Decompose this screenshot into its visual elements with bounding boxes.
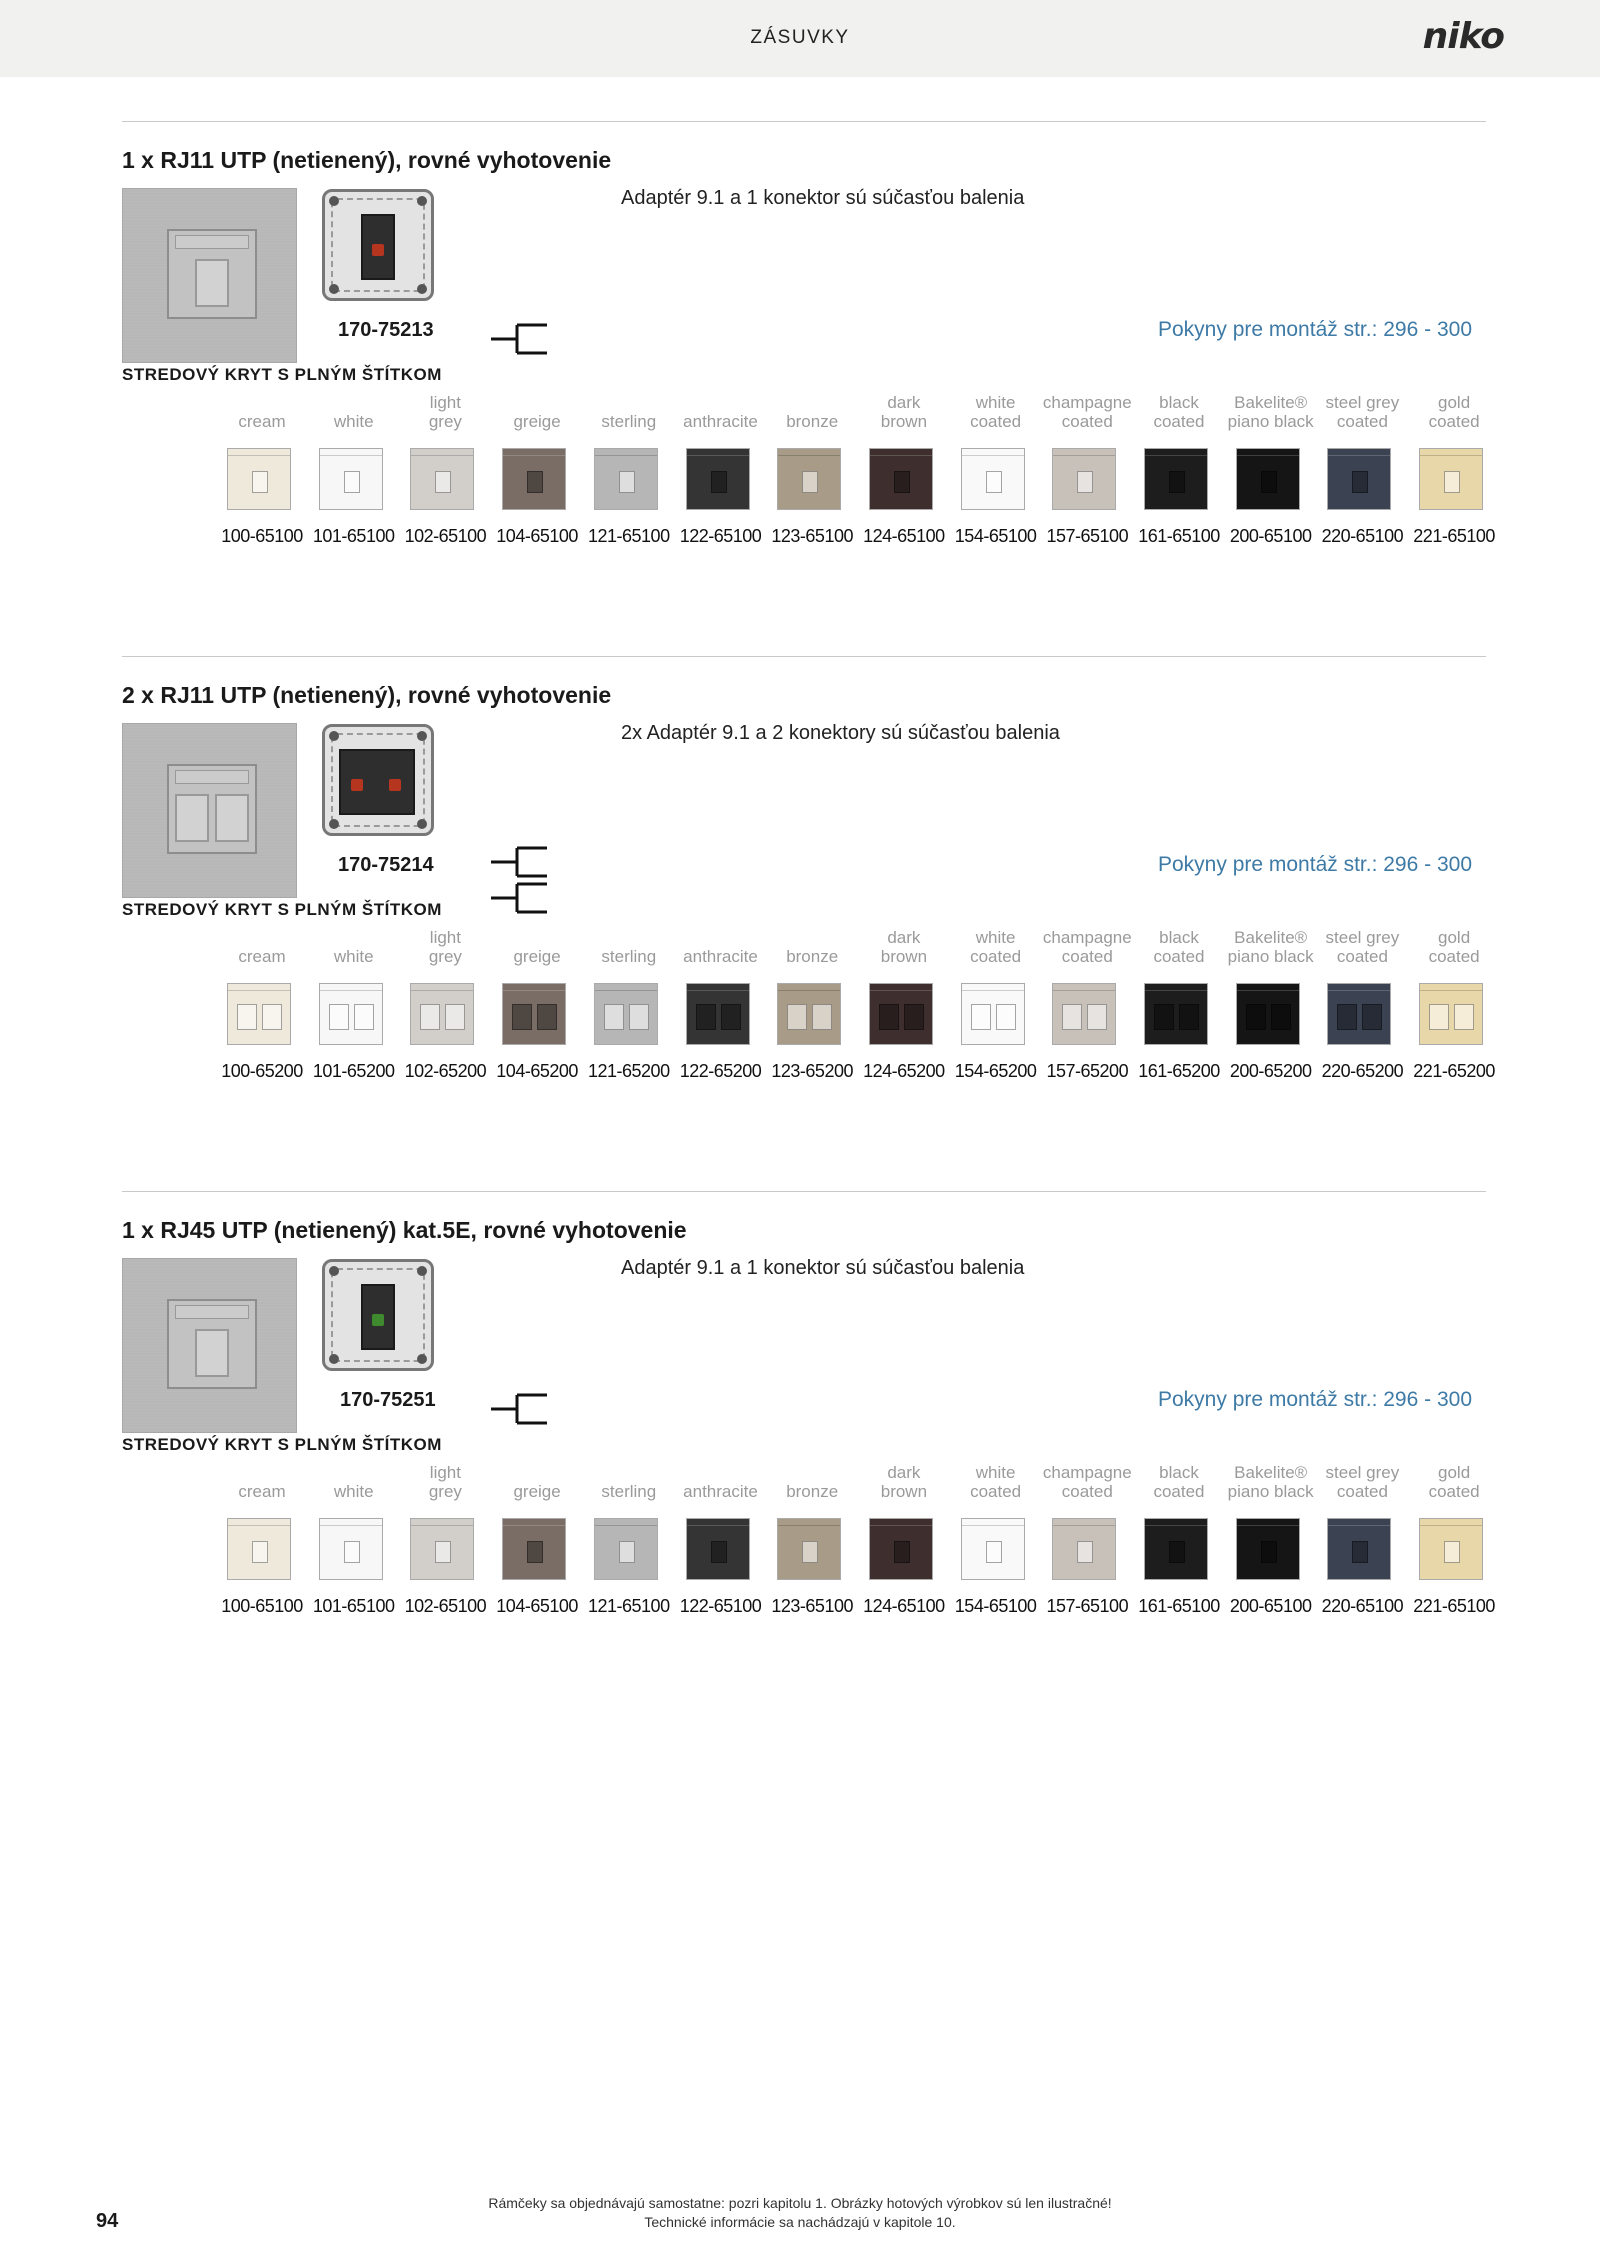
port-opening xyxy=(237,1004,257,1030)
color-variant xyxy=(309,391,399,546)
color-swatch xyxy=(1327,448,1391,510)
color-swatch xyxy=(1236,983,1300,1045)
article-code: 121-65100 xyxy=(588,1596,670,1616)
section-divider xyxy=(122,1191,1486,1192)
port-opening xyxy=(527,471,543,493)
article-code: 157-65200 xyxy=(1046,1061,1129,1081)
color-swatch xyxy=(1052,448,1116,510)
port-opening xyxy=(1261,1541,1277,1563)
article-code: 102-65100 xyxy=(404,1596,487,1616)
article-code: 121-65200 xyxy=(588,1061,670,1081)
color-name-line-1: Bakelite® xyxy=(1234,928,1308,947)
article-code: 123-65200 xyxy=(771,1061,853,1081)
color-name-line-2: piano black xyxy=(1227,947,1314,966)
port-opening xyxy=(1077,471,1093,493)
color-variant xyxy=(859,926,949,1081)
jack-icon xyxy=(351,779,363,791)
color-name-line-2: bronze xyxy=(786,1482,839,1501)
port-opening xyxy=(329,1004,349,1030)
color-name-line-2: piano black xyxy=(1227,1482,1314,1501)
color-variant xyxy=(767,1461,857,1616)
color-swatch xyxy=(1236,1518,1300,1580)
port-opening xyxy=(512,1004,532,1030)
port-opening xyxy=(1454,1004,1474,1030)
article-code: 221-65200 xyxy=(1413,1061,1495,1081)
color-name-line-2: grey xyxy=(428,947,462,966)
article-code: 122-65200 xyxy=(679,1061,762,1081)
article-code: 200-65100 xyxy=(1229,526,1312,546)
port-opening xyxy=(986,1541,1002,1563)
port-opening xyxy=(986,471,1002,493)
chapter-title: ZÁSUVKY xyxy=(750,27,850,48)
color-name-line-1: dark xyxy=(887,928,921,947)
color-swatch xyxy=(410,1518,474,1580)
mechanism-photo xyxy=(322,724,434,836)
color-name-line-2: coated xyxy=(1336,412,1388,431)
color-swatch xyxy=(410,448,474,510)
article-code: 161-65200 xyxy=(1138,1061,1220,1081)
color-name-line-2: coated xyxy=(1336,1482,1388,1501)
port-opening xyxy=(252,471,268,493)
color-swatch xyxy=(961,448,1025,510)
port-opening xyxy=(1246,1004,1266,1030)
color-variant xyxy=(400,391,490,546)
article-code: 122-65100 xyxy=(679,1596,762,1616)
product-section xyxy=(122,121,1495,641)
color-swatch xyxy=(869,448,933,510)
port-opening xyxy=(344,471,360,493)
mechanism-code: 170-75251 xyxy=(340,1389,436,1411)
color-name-line-1: champagne xyxy=(1042,928,1132,947)
mounting-instructions-link[interactable]: Pokyny pre montáž str.: 296 - 300 xyxy=(1158,1388,1472,1411)
article-code: 220-65100 xyxy=(1321,1596,1404,1616)
port-opening xyxy=(711,1541,727,1563)
color-variant xyxy=(217,1461,307,1616)
port-opening xyxy=(435,471,451,493)
article-code: 154-65100 xyxy=(954,1596,1037,1616)
color-swatch xyxy=(777,448,841,510)
article-code: 157-65100 xyxy=(1046,1596,1129,1616)
article-code: 161-65100 xyxy=(1138,526,1220,546)
port-opening xyxy=(1337,1004,1357,1030)
color-swatch xyxy=(319,448,383,510)
color-name-line-2: piano black xyxy=(1227,412,1314,431)
cover-subtitle: STREDOVÝ KRYT S PLNÝM ŠTÍTKOM xyxy=(122,1435,442,1454)
port-opening xyxy=(1261,471,1277,493)
color-name-line-2: bronze xyxy=(786,412,839,431)
port-opening xyxy=(1352,1541,1368,1563)
article-code: 104-65200 xyxy=(496,1061,578,1081)
color-swatch xyxy=(961,983,1025,1045)
color-swatch xyxy=(410,983,474,1045)
package-note: 2x Adaptér 9.1 a 2 konektory sú súčasťou balenia xyxy=(621,722,1060,744)
port-opening xyxy=(344,1541,360,1563)
color-variant xyxy=(859,391,949,546)
color-name-line-1: white xyxy=(975,928,1016,947)
color-swatch xyxy=(1144,1518,1208,1580)
port-opening xyxy=(711,471,727,493)
color-name-line-2: anthracite xyxy=(683,1482,758,1501)
port-opening xyxy=(1429,1004,1449,1030)
color-name-line-2: coated xyxy=(1061,947,1113,966)
color-swatch xyxy=(594,983,658,1045)
color-variant xyxy=(1042,1461,1132,1616)
article-code: 124-65200 xyxy=(863,1061,945,1081)
color-name-line-2: coated xyxy=(1153,1482,1205,1501)
port-opening xyxy=(879,1004,899,1030)
color-variant xyxy=(1134,926,1224,1081)
article-code: 122-65100 xyxy=(679,526,762,546)
color-variant xyxy=(309,926,399,1081)
color-name-line-2: coated xyxy=(1336,947,1388,966)
color-variant xyxy=(1409,926,1499,1081)
port-opening xyxy=(721,1004,741,1030)
color-name-line-2: greige xyxy=(513,1482,561,1501)
port-opening xyxy=(1169,471,1185,493)
color-variant xyxy=(492,391,582,546)
color-name-line-2: grey xyxy=(428,1482,462,1501)
color-name-line-1: dark xyxy=(887,393,921,412)
color-name-line-2: cream xyxy=(238,1482,286,1501)
color-swatch xyxy=(502,448,566,510)
article-code: 101-65100 xyxy=(312,1596,395,1616)
color-name-line-1: light xyxy=(429,393,461,412)
port-opening xyxy=(971,1004,991,1030)
color-swatch xyxy=(1144,448,1208,510)
color-variant xyxy=(1226,1461,1316,1616)
color-name-line-1: steel grey xyxy=(1325,928,1400,947)
port-opening xyxy=(262,1004,282,1030)
mechanism-photo xyxy=(322,1259,434,1371)
color-variant xyxy=(1134,1461,1224,1616)
color-swatch xyxy=(1144,983,1208,1045)
color-name-line-1: gold xyxy=(1438,1463,1471,1482)
port-opening xyxy=(354,1004,374,1030)
color-name-line-1: dark xyxy=(887,1463,921,1482)
color-variant xyxy=(1409,391,1499,546)
color-name-line-2: white xyxy=(333,412,374,431)
port-opening xyxy=(812,1004,832,1030)
color-variant xyxy=(1409,1461,1499,1616)
color-swatch xyxy=(686,1518,750,1580)
color-swatch xyxy=(777,1518,841,1580)
color-name-line-2: coated xyxy=(1153,412,1205,431)
port-opening xyxy=(619,471,635,493)
color-name-line-1: black xyxy=(1159,928,1199,947)
product-photo xyxy=(122,723,297,898)
color-swatch xyxy=(502,983,566,1045)
color-name-line-2: sterling xyxy=(601,412,657,431)
port-opening xyxy=(1062,1004,1082,1030)
article-code: 200-65100 xyxy=(1229,1596,1312,1616)
color-variant xyxy=(400,926,490,1081)
article-code: 104-65100 xyxy=(496,1596,578,1616)
product-photo xyxy=(122,188,297,363)
jack-icon xyxy=(372,244,384,256)
color-swatch xyxy=(686,448,750,510)
port-opening xyxy=(1169,1541,1185,1563)
color-variant xyxy=(767,391,857,546)
color-variant xyxy=(217,926,307,1081)
footer-line-2: Technické informácie sa nachádzajú v kapitole 10. xyxy=(644,2214,956,2230)
color-swatch xyxy=(1419,1518,1483,1580)
jack-icon xyxy=(389,779,401,791)
color-name-line-2: coated xyxy=(1428,412,1480,431)
article-code: 221-65100 xyxy=(1413,526,1495,546)
port-opening xyxy=(904,1004,924,1030)
color-name xyxy=(1399,1461,1509,1501)
color-swatch xyxy=(594,448,658,510)
port-opening xyxy=(629,1004,649,1030)
color-name-line-2: coated xyxy=(1428,947,1480,966)
article-code: 100-65100 xyxy=(221,1596,303,1616)
color-swatch xyxy=(1052,983,1116,1045)
color-variant xyxy=(676,1461,766,1616)
port-opening xyxy=(420,1004,440,1030)
color-name-line-2: anthracite xyxy=(683,412,758,431)
page-number: 94 xyxy=(96,2210,119,2232)
article-code: 121-65100 xyxy=(588,526,670,546)
color-swatch xyxy=(1236,448,1300,510)
jack-icon xyxy=(372,1314,384,1326)
color-name-line-1: steel grey xyxy=(1325,1463,1400,1482)
color-name-line-2: coated xyxy=(1153,947,1205,966)
color-name-line-1: white xyxy=(975,393,1016,412)
cover-subtitle: STREDOVÝ KRYT S PLNÝM ŠTÍTKOM xyxy=(122,365,442,384)
color-variant xyxy=(676,391,766,546)
color-variant xyxy=(1134,391,1224,546)
section-divider xyxy=(122,121,1486,122)
port-opening xyxy=(1271,1004,1291,1030)
color-variant xyxy=(1042,926,1132,1081)
color-variant xyxy=(1317,926,1407,1081)
color-name-line-2: coated xyxy=(1061,1482,1113,1501)
article-code: 104-65100 xyxy=(496,526,578,546)
color-name-line-1: Bakelite® xyxy=(1234,1463,1308,1482)
color-name-line-1: champagne xyxy=(1042,1463,1132,1482)
color-variant xyxy=(584,926,674,1081)
niko-logo: niko xyxy=(1422,16,1504,57)
footer-note xyxy=(0,2194,1600,2232)
socket-symbol-icon xyxy=(489,321,551,357)
color-swatch xyxy=(594,1518,658,1580)
color-swatch xyxy=(1419,448,1483,510)
color-name-line-1: light xyxy=(429,1463,461,1482)
port-opening xyxy=(1179,1004,1199,1030)
color-name-line-1: Bakelite® xyxy=(1234,393,1308,412)
port-opening xyxy=(435,1541,451,1563)
color-variant xyxy=(400,1461,490,1616)
port-opening xyxy=(1154,1004,1174,1030)
color-name-line-1: light xyxy=(429,928,461,947)
article-code: 123-65100 xyxy=(771,526,853,546)
color-name-line-2: coated xyxy=(1061,412,1113,431)
port-opening xyxy=(1362,1004,1382,1030)
color-swatch xyxy=(1327,1518,1391,1580)
color-variant xyxy=(1317,1461,1407,1616)
port-opening xyxy=(787,1004,807,1030)
article-code: 124-65100 xyxy=(863,1596,945,1616)
color-name-line-2: cream xyxy=(238,412,286,431)
color-swatch xyxy=(869,983,933,1045)
mechanism-code: 170-75213 xyxy=(338,319,434,341)
port-opening xyxy=(445,1004,465,1030)
page-header xyxy=(0,0,1600,77)
package-note: Adaptér 9.1 a 1 konektor sú súčasťou balenia xyxy=(621,187,1025,209)
product-photo xyxy=(122,1258,297,1433)
package-note: Adaptér 9.1 a 1 konektor sú súčasťou balenia xyxy=(621,1257,1025,1279)
article-code: 221-65100 xyxy=(1413,1596,1495,1616)
color-swatch xyxy=(319,1518,383,1580)
color-name-line-2: grey xyxy=(428,412,462,431)
color-variant xyxy=(676,926,766,1081)
color-variant xyxy=(951,1461,1041,1616)
article-code: 101-65200 xyxy=(312,1061,395,1081)
color-name-line-2: greige xyxy=(513,412,561,431)
port-opening xyxy=(1444,1541,1460,1563)
color-swatch xyxy=(227,1518,291,1580)
color-name-line-2: coated xyxy=(1428,1482,1480,1501)
port-opening xyxy=(1444,471,1460,493)
color-name-line-1: steel grey xyxy=(1325,393,1400,412)
article-code: 154-65200 xyxy=(954,1061,1037,1081)
port-opening xyxy=(1087,1004,1107,1030)
article-code: 101-65100 xyxy=(312,526,395,546)
mechanism-code: 170-75214 xyxy=(338,854,434,876)
color-name-line-2: greige xyxy=(513,947,561,966)
color-swatch xyxy=(869,1518,933,1580)
color-name-line-2: coated xyxy=(970,947,1022,966)
color-variant xyxy=(584,391,674,546)
color-name-line-2: anthracite xyxy=(683,947,758,966)
color-swatch xyxy=(319,983,383,1045)
color-name-line-2: white xyxy=(333,1482,374,1501)
color-name-line-1: white xyxy=(975,1463,1016,1482)
article-code: 124-65100 xyxy=(863,526,945,546)
color-swatch xyxy=(1419,983,1483,1045)
color-name-line-2: white xyxy=(333,947,374,966)
color-name-line-1: black xyxy=(1159,393,1199,412)
color-swatch xyxy=(777,983,841,1045)
color-swatch xyxy=(1052,1518,1116,1580)
section-divider xyxy=(122,656,1486,657)
cover-subtitle: STREDOVÝ KRYT S PLNÝM ŠTÍTKOM xyxy=(122,900,442,919)
article-code: 161-65100 xyxy=(1138,1596,1220,1616)
color-variant xyxy=(1317,391,1407,546)
color-swatch xyxy=(961,1518,1025,1580)
socket-symbol-icon xyxy=(489,844,551,916)
color-variant xyxy=(492,1461,582,1616)
port-opening xyxy=(894,471,910,493)
color-variant xyxy=(584,1461,674,1616)
port-opening xyxy=(537,1004,557,1030)
color-name-line-2: brown xyxy=(880,1482,928,1501)
socket-symbol-icon xyxy=(489,1391,551,1427)
product-section xyxy=(122,1191,1495,1711)
article-code: 100-65100 xyxy=(221,526,303,546)
port-opening xyxy=(604,1004,624,1030)
product-section xyxy=(122,656,1495,1176)
article-code: 123-65100 xyxy=(771,1596,853,1616)
color-variant xyxy=(951,926,1041,1081)
color-variant xyxy=(1226,391,1316,546)
color-name-line-1: gold xyxy=(1438,393,1471,412)
section-title: 1 x RJ11 UTP (netienený), rovné vyhotovenie xyxy=(122,147,612,173)
color-variant xyxy=(859,1461,949,1616)
mounting-instructions-link[interactable]: Pokyny pre montáž str.: 296 - 300 xyxy=(1158,853,1472,876)
color-variant xyxy=(951,391,1041,546)
color-variant xyxy=(217,391,307,546)
color-swatch xyxy=(502,1518,566,1580)
port-opening xyxy=(802,1541,818,1563)
color-name-line-2: bronze xyxy=(786,947,839,966)
port-opening xyxy=(996,1004,1016,1030)
port-opening xyxy=(894,1541,910,1563)
color-name-line-2: coated xyxy=(970,412,1022,431)
article-code: 200-65200 xyxy=(1229,1061,1312,1081)
color-name xyxy=(1399,391,1509,431)
color-swatch xyxy=(1327,983,1391,1045)
port-opening xyxy=(1352,471,1368,493)
footer-line-1: Rámčeky sa objednávajú samostatne: pozri kapitolu 1. Obrázky hotových výrobkov sú len ilustračné! xyxy=(488,2195,1112,2211)
color-name-line-2: cream xyxy=(238,947,286,966)
article-code: 157-65100 xyxy=(1046,526,1129,546)
article-code: 154-65100 xyxy=(954,526,1037,546)
port-opening xyxy=(527,1541,543,1563)
color-name-line-2: brown xyxy=(880,412,928,431)
color-name-line-1: black xyxy=(1159,1463,1199,1482)
mounting-instructions-link[interactable]: Pokyny pre montáž str.: 296 - 300 xyxy=(1158,318,1472,341)
color-variant xyxy=(767,926,857,1081)
color-name-line-2: brown xyxy=(880,947,928,966)
color-name-line-2: sterling xyxy=(601,947,657,966)
port-opening xyxy=(696,1004,716,1030)
section-title: 1 x RJ45 UTP (netienený) kat.5E, rovné vyhotovenie xyxy=(122,1217,687,1243)
section-title: 2 x RJ11 UTP (netienený), rovné vyhotovenie xyxy=(122,682,612,708)
article-code: 102-65100 xyxy=(404,526,487,546)
port-opening xyxy=(802,471,818,493)
color-name-line-2: sterling xyxy=(601,1482,657,1501)
color-variant xyxy=(309,1461,399,1616)
color-swatch xyxy=(227,448,291,510)
color-name-line-1: champagne xyxy=(1042,393,1132,412)
port-opening xyxy=(252,1541,268,1563)
article-code: 102-65200 xyxy=(404,1061,487,1081)
article-code: 100-65200 xyxy=(221,1061,303,1081)
port-opening xyxy=(619,1541,635,1563)
color-variant xyxy=(492,926,582,1081)
mechanism-photo xyxy=(322,189,434,301)
color-name-line-1: gold xyxy=(1438,928,1471,947)
article-code: 220-65200 xyxy=(1321,1061,1404,1081)
color-name-line-2: coated xyxy=(970,1482,1022,1501)
port-opening xyxy=(1077,1541,1093,1563)
color-swatch xyxy=(686,983,750,1045)
color-name xyxy=(1399,926,1509,966)
color-variant xyxy=(1226,926,1316,1081)
article-code: 220-65100 xyxy=(1321,526,1404,546)
color-swatch xyxy=(227,983,291,1045)
color-variant xyxy=(1042,391,1132,546)
